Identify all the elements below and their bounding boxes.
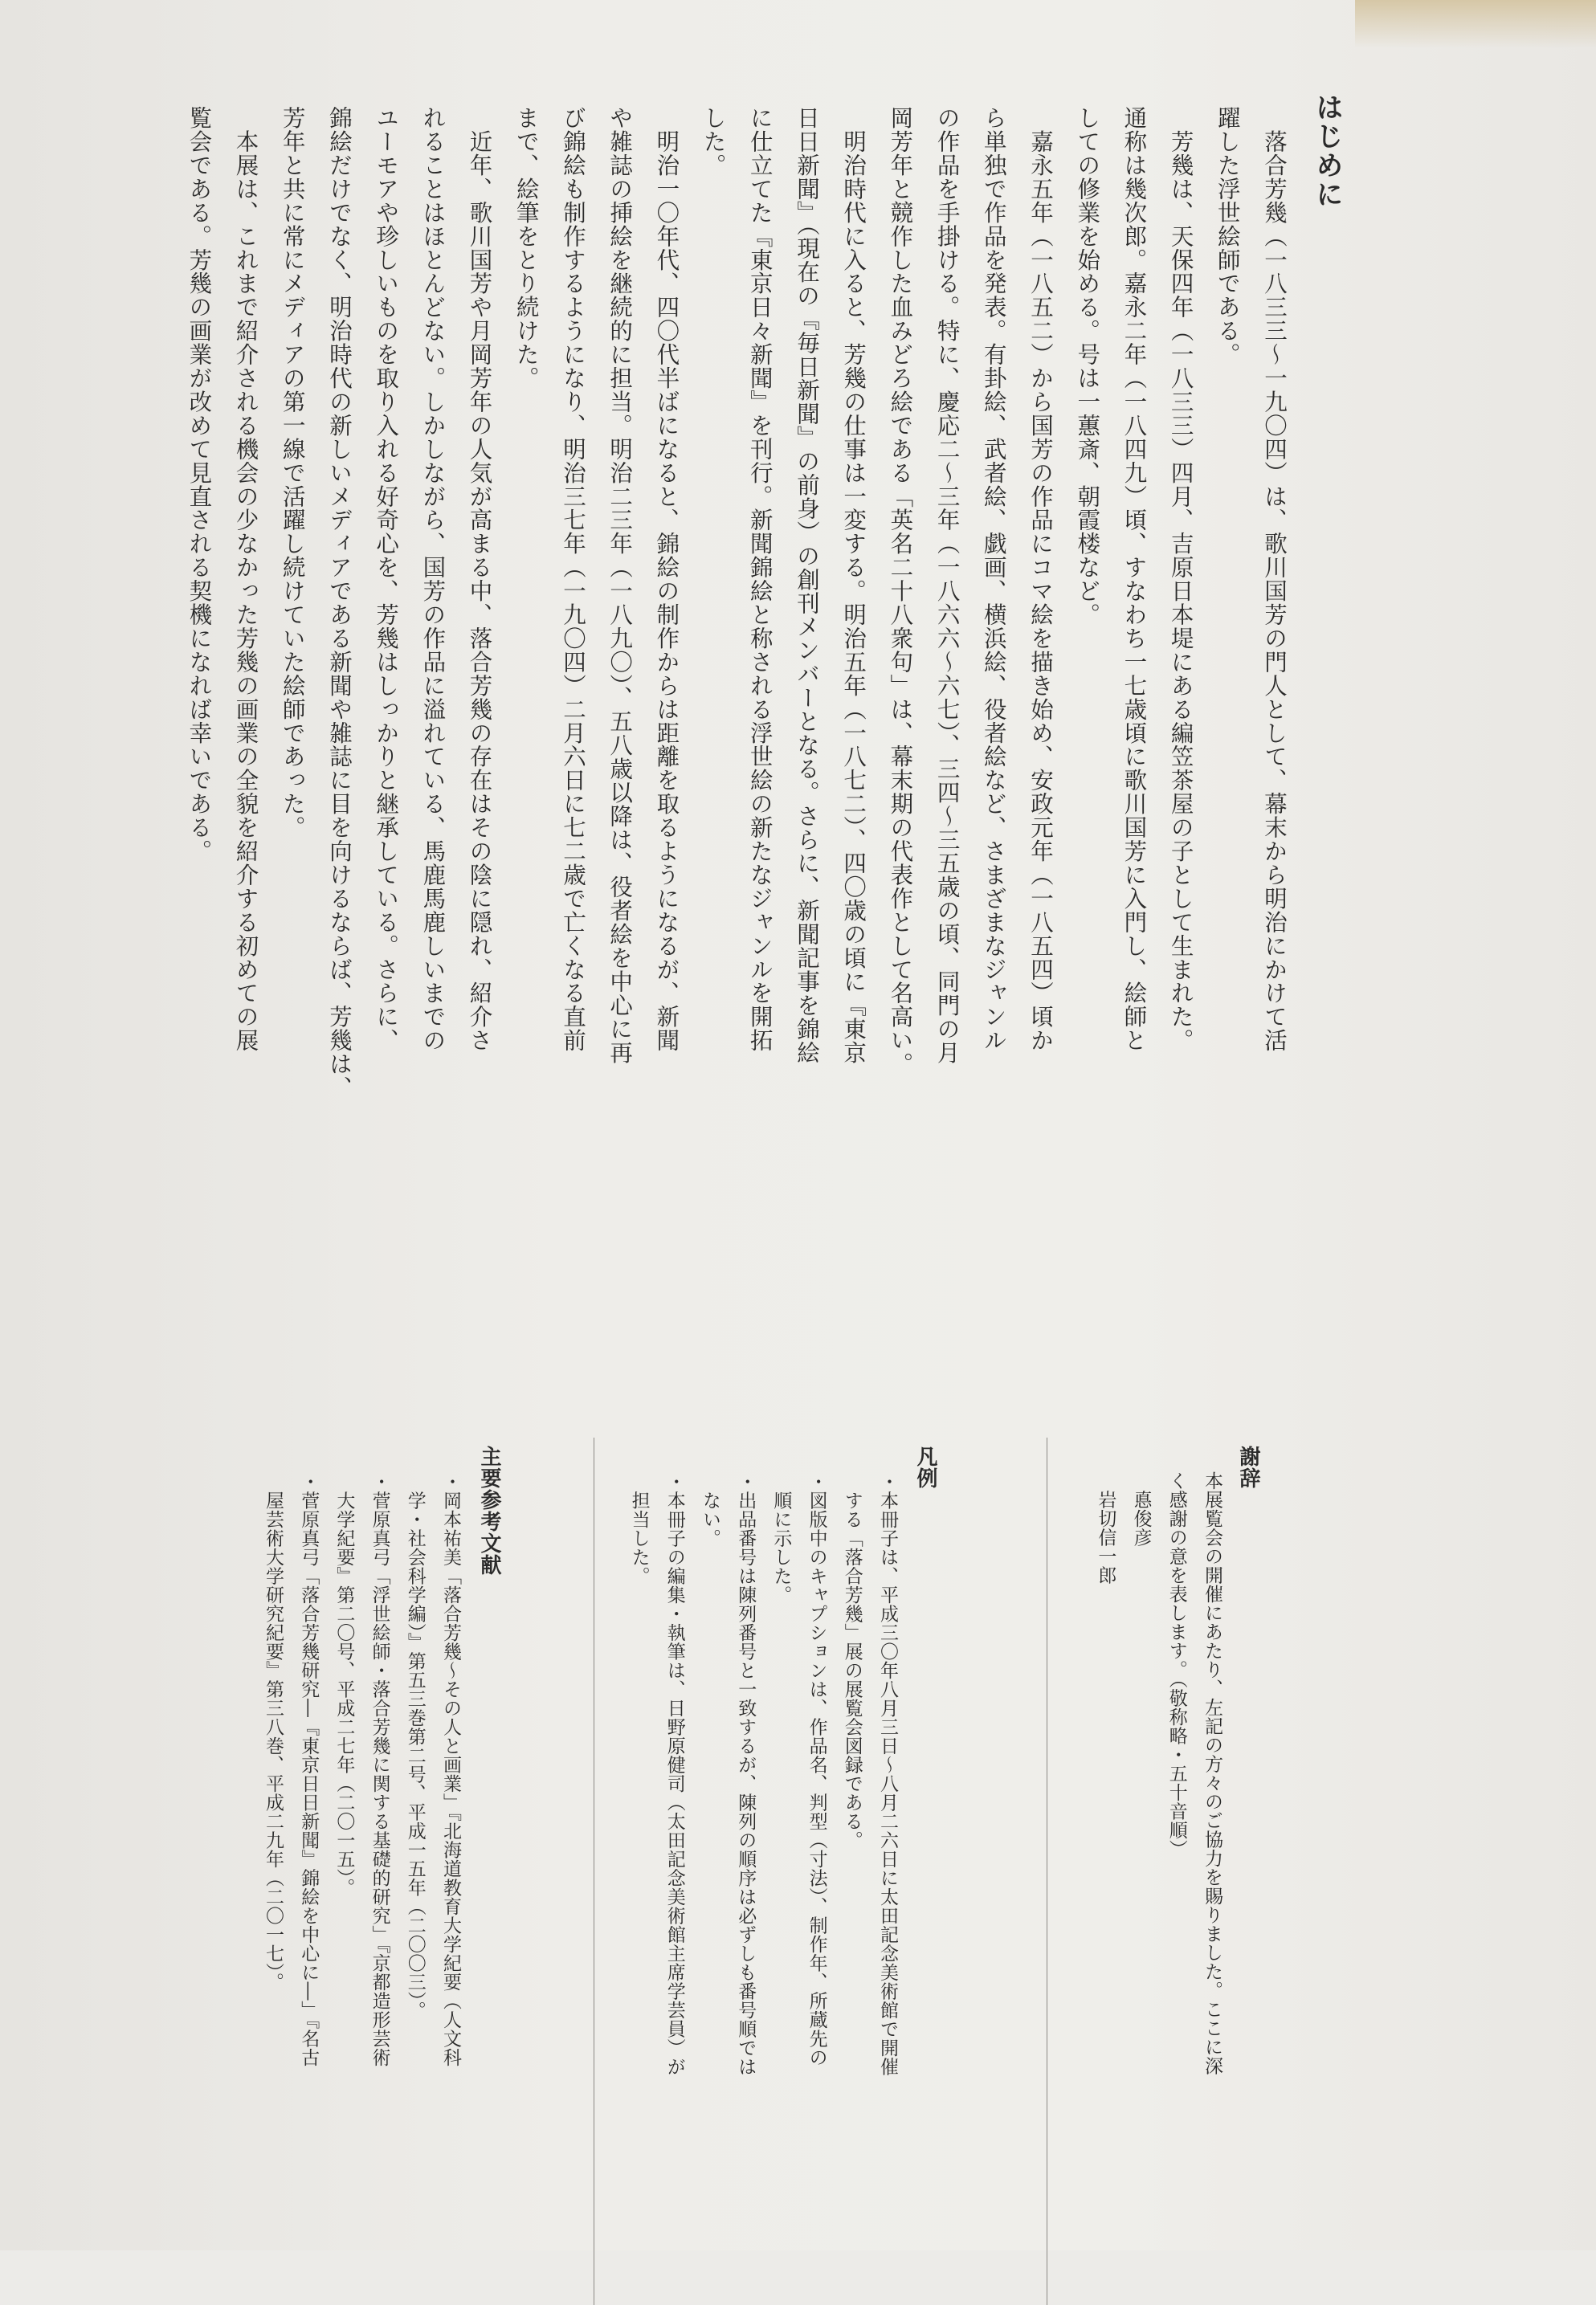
text-column: ・出品番号は陳列番号と一致するが、陳列の順序は必ずしも番号順では [735, 1472, 757, 2076]
notes-body [621, 1472, 905, 2076]
text-column: ・本冊子の編集・執筆は、日野原健司（太田記念美術館主席学芸員）が [663, 1472, 685, 2076]
text-column: ・本冊子は、平成三〇年八月三日〜八月二六日に太田記念美術館で開催 [877, 1472, 898, 2076]
text-column: く感謝の意を表します。（敬称略・五十音順） [1165, 1471, 1187, 1858]
text-column: び錦絵も制作するようになり、明治三七年（一九〇四）二月六日に七二歳で亡くなる直前 [559, 106, 586, 1052]
text-column: 岩切信一郎 [1095, 1471, 1116, 1585]
text-column: ・菅原真弓「落合芳幾研究―『東京日日新聞』錦絵を中心に―」『名古 [298, 1472, 320, 2067]
text-column: 錦絵だけでなく、明治時代の新しいメディアである新聞や雑誌に目を向けるならば、芳幾は、 [325, 106, 353, 1099]
text-column: ・岡本祐美「落合芳幾〜その人と画業」『北海道教育大学紀要（人文科 [440, 1472, 461, 2067]
text-column: する「落合芳幾」展の展覧会図録である。 [841, 1472, 863, 1850]
text-column: 悳俊彦 [1130, 1471, 1152, 1547]
text-column: 芳幾は、天保四年（一八三三）四月、吉原日本堤にある編笠茶屋の子として生まれた。 [1167, 106, 1194, 1052]
text-column: まで、絵筆をとり続けた。 [512, 106, 540, 390]
text-column: 本展覧会の開催にあたり、左記の方々のご協力を賜りました。ここに深 [1202, 1471, 1223, 2075]
acknowledgements-body [1088, 1471, 1230, 2075]
introduction-heading: はじめに [1311, 93, 1343, 209]
text-column: 芳年と共に常にメディアの第一線で活躍し続けていた絵師であった。 [279, 106, 306, 839]
references-body [255, 1472, 468, 2067]
text-column: 大学紀要』第二〇号、平成二七年（二〇一五）。 [333, 1472, 355, 1897]
page-edge-shadow [1355, 0, 1596, 48]
text-column: れることはほとんどない。しかしながら、国芳の作品に溢れている、馬鹿馬鹿しいまでの [419, 106, 447, 1052]
text-column: 明治一〇年代、四〇代半ばになると、錦絵の制作からは距離を取るようになるが、新聞 [653, 106, 680, 1052]
text-column: ・図版中のキャプションは、作品名、判型（寸法）、制作年、所蔵先の [806, 1472, 827, 2067]
introduction-body [175, 106, 1297, 1359]
references-heading: 主要参考文献 [477, 1446, 501, 1576]
text-column: 順に示した。 [770, 1472, 792, 1605]
text-column: した。 [700, 106, 727, 177]
text-column: の作品を手掛ける。特に、慶応二〜三年（一八六六〜六七）、三四〜三五歳の頃、同門の月 [933, 106, 961, 1065]
text-column: 屋芸術大学研究紀要』第三八巻、平成二九年（二〇一七）。 [262, 1472, 284, 1992]
text-column: や雑誌の挿絵を継続的に担当。明治二三年（一八九〇）、五八歳以降は、役者絵を中心に再 [606, 106, 634, 1065]
text-column: 覧会である。芳幾の画業が改めて見直される契機になれば幸いである。 [186, 106, 213, 863]
text-column: ら単独で作品を発表。有卦絵、武者絵、戯画、横浜絵、役者絵など、さまざまなジャンル [980, 106, 1007, 1052]
notes-heading: 凡例 [913, 1446, 937, 1489]
text-column: 岡芳年と競作した血みどろ絵である「英名二十八衆句」は、幕末期の代表作として名高い。 [887, 106, 914, 1076]
text-column: しての修業を始める。号は一蕙斎、朝霞楼など。 [1074, 106, 1101, 626]
text-column: 担当した。 [628, 1472, 650, 1585]
text-column: 日日新聞』（現在の『毎日新聞』の前身）の創刊メンバーとなる。さらに、新聞記事を錦絵 [793, 106, 820, 1065]
text-column: ・菅原真弓「浮世絵師・落合芳幾に関する基礎的研究」『京都造形芸術 [369, 1472, 390, 2067]
text-column: 嘉永五年（一八五二）から国芳の作品にコマ絵を描き始め、安政元年（一八五四）頃か [1027, 106, 1054, 1052]
text-column: 明治時代に入ると、芳幾の仕事は一変する。明治五年（一八七二）、四〇歳の頃に『東京 [840, 106, 867, 1065]
text-column: ユーモアや珍しいものを取り入れる好奇心を、芳幾はしっかりと継承している。さらに、 [373, 106, 400, 1052]
text-column: 学・社会科学編）』第五三巻第二号、平成一五年（二〇〇三）。 [404, 1472, 426, 2020]
text-column: に仕立てた『東京日々新聞』を刊行。新聞錦絵と称される浮世絵の新たなジャンルを開拓 [746, 106, 774, 1052]
text-column: 落合芳幾（一八三三〜一九〇四）は、歌川国芳の門人として、幕末から明治にかけて活 [1261, 106, 1288, 1052]
acknowledgements-heading: 謝辞 [1236, 1446, 1260, 1489]
text-column: 躍した浮世絵師である。 [1214, 106, 1241, 366]
text-column: 本展は、これまで紹介される機会の少なかった芳幾の画業の全貌を紹介する初めての展 [232, 106, 259, 1052]
text-column: 通称は幾次郎。嘉永二年（一八四九）頃、すなわち一七歳頃に歌川国芳に入門し、絵師と [1120, 106, 1148, 1052]
text-column: 近年、歌川国芳や月岡芳年の人気が高まる中、落合芳幾の存在はその陰に隠れ、紹介さ [466, 106, 493, 1052]
text-column: ない。 [699, 1472, 720, 1548]
